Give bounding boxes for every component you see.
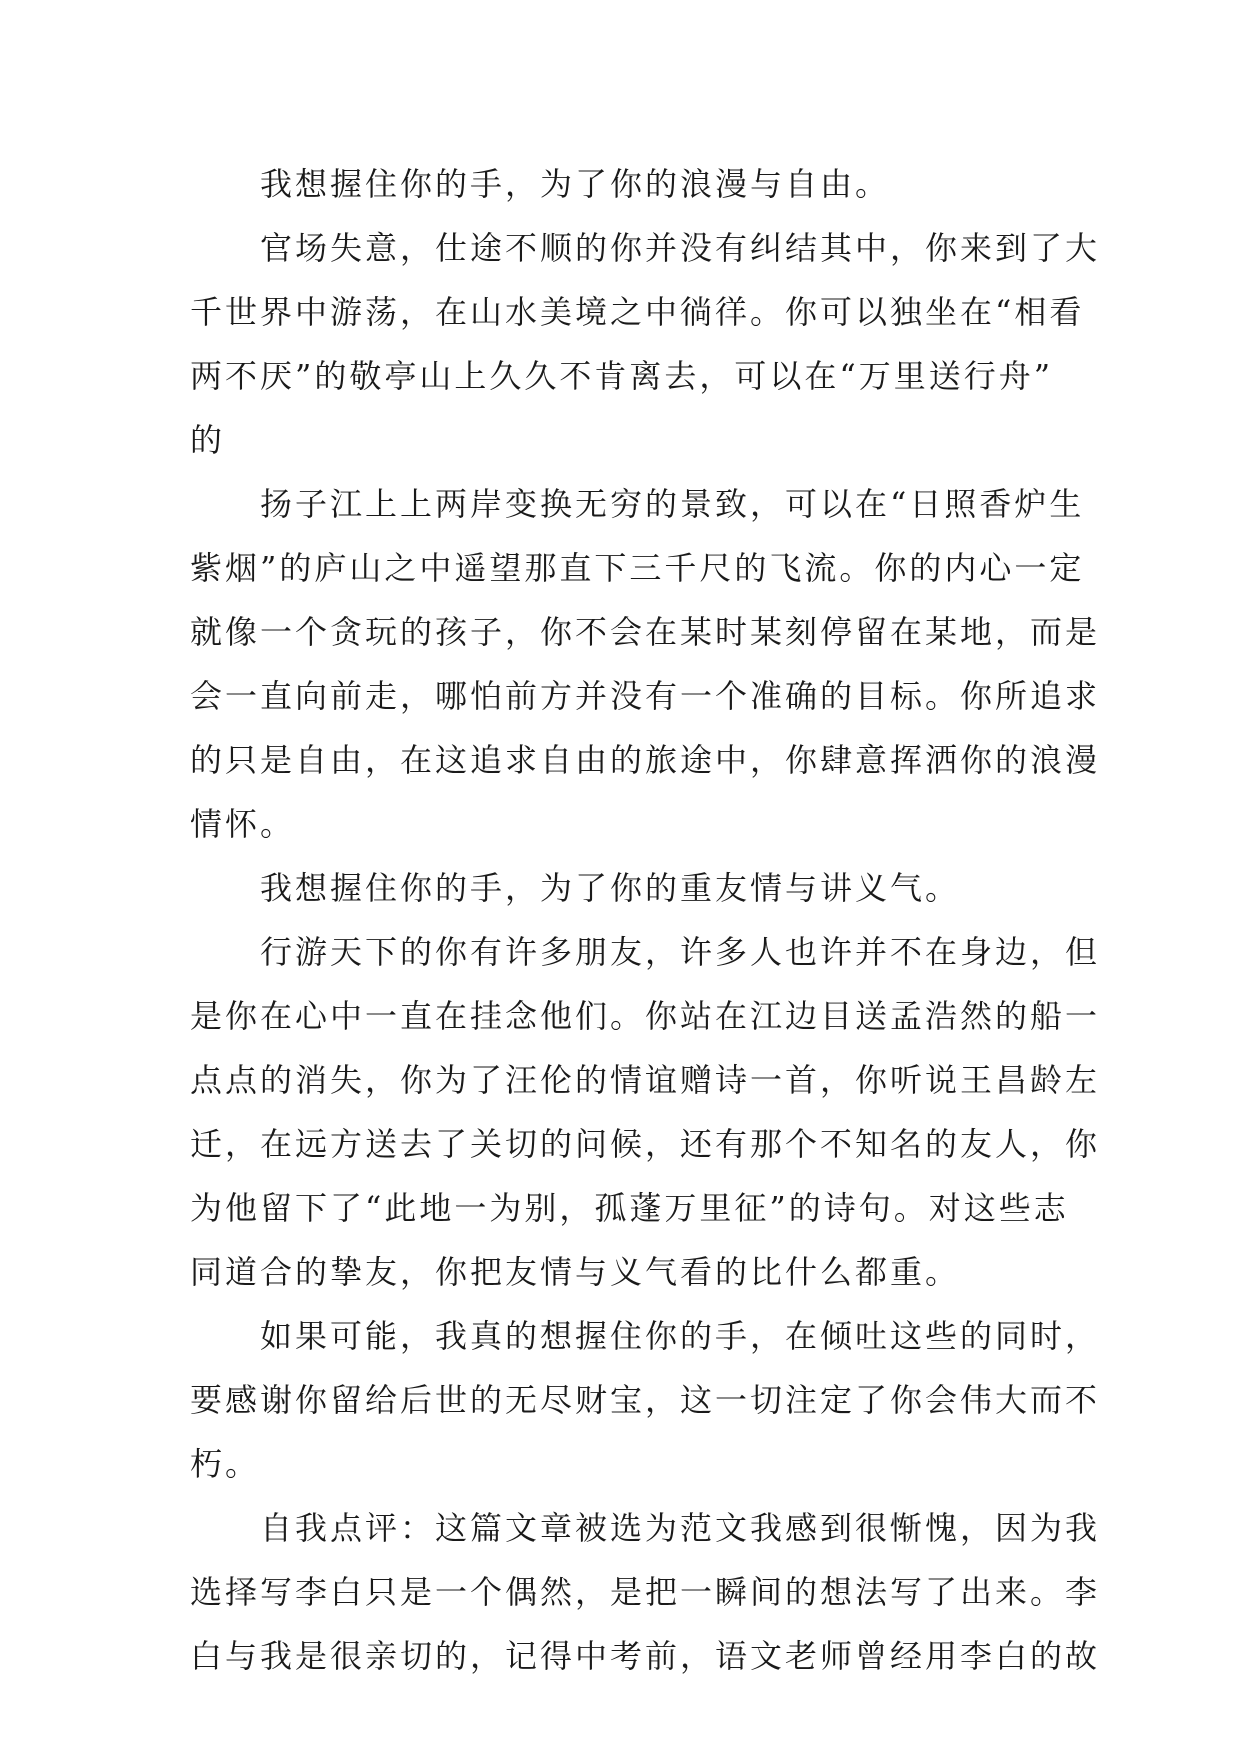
- text-line: 扬子江上上两岸变换无穷的景致，可以在“日照香炉生: [190, 485, 1085, 523]
- text-line: 如果可能，我真的想握住你的手，在倾吐这些的同时，: [190, 1317, 1101, 1355]
- text-line: 选择写李白只是一个偶然，是把一瞬间的想法写了出来。李: [190, 1573, 1101, 1611]
- text-line: 行游天下的你有许多朋友，许多人也许并不在身边，但: [190, 933, 1101, 971]
- text-line: 紫烟”的庐山之中遥望那直下三千尺的飞流。你的内心一定: [190, 549, 1085, 587]
- text-line: 自我点评：这篇文章被选为范文我感到很惭愧，因为我: [190, 1509, 1101, 1547]
- text-line: 官场失意，仕途不顺的你并没有纠结其中，你来到了大: [190, 229, 1101, 267]
- text-line: 是你在心中一直在挂念他们。你站在江边目送孟浩然的船一: [190, 997, 1101, 1035]
- essay-text: [190, 152, 1101, 1688]
- text-line: 情怀。: [190, 805, 296, 843]
- text-line: 两不厌”的敬亭山上久久不肯离去，可以在“万里送行舟”: [190, 357, 1054, 395]
- text-line: 要感谢你留给后世的无尽财宝，这一切注定了你会伟大而不: [190, 1381, 1101, 1419]
- text-line: 朽。: [190, 1445, 261, 1483]
- text-line: 点点的消失，你为了汪伦的情谊赠诗一首，你听说王昌龄左: [190, 1061, 1101, 1099]
- text-line: 我想握住你的手，为了你的浪漫与自由。: [190, 165, 891, 203]
- text-line: 会一直向前走，哪怕前方并没有一个准确的目标。你所追求: [190, 677, 1101, 715]
- text-line: 我想握住你的手，为了你的重友情与讲义气。: [190, 869, 961, 907]
- text-line: 迁，在远方送去了关切的问候，还有那个不知名的友人，你: [190, 1125, 1101, 1163]
- text-line: 千世界中游荡，在山水美境之中徜徉。你可以独坐在“相看: [190, 293, 1085, 331]
- text-line: 白与我是很亲切的，记得中考前，语文老师曾经用李白的故: [190, 1637, 1101, 1675]
- text-line: 的: [190, 421, 226, 459]
- text-line: 同道合的挚友，你把友情与义气看的比什么都重。: [190, 1253, 961, 1291]
- text-line: 为他留下了“此地一为别，孤蓬万里征”的诗句。对这些志: [190, 1189, 1069, 1227]
- text-line: 的只是自由，在这追求自由的旅途中，你肆意挥洒你的浪漫: [190, 741, 1101, 779]
- text-line: 就像一个贪玩的孩子，你不会在某时某刻停留在某地，而是: [190, 613, 1101, 651]
